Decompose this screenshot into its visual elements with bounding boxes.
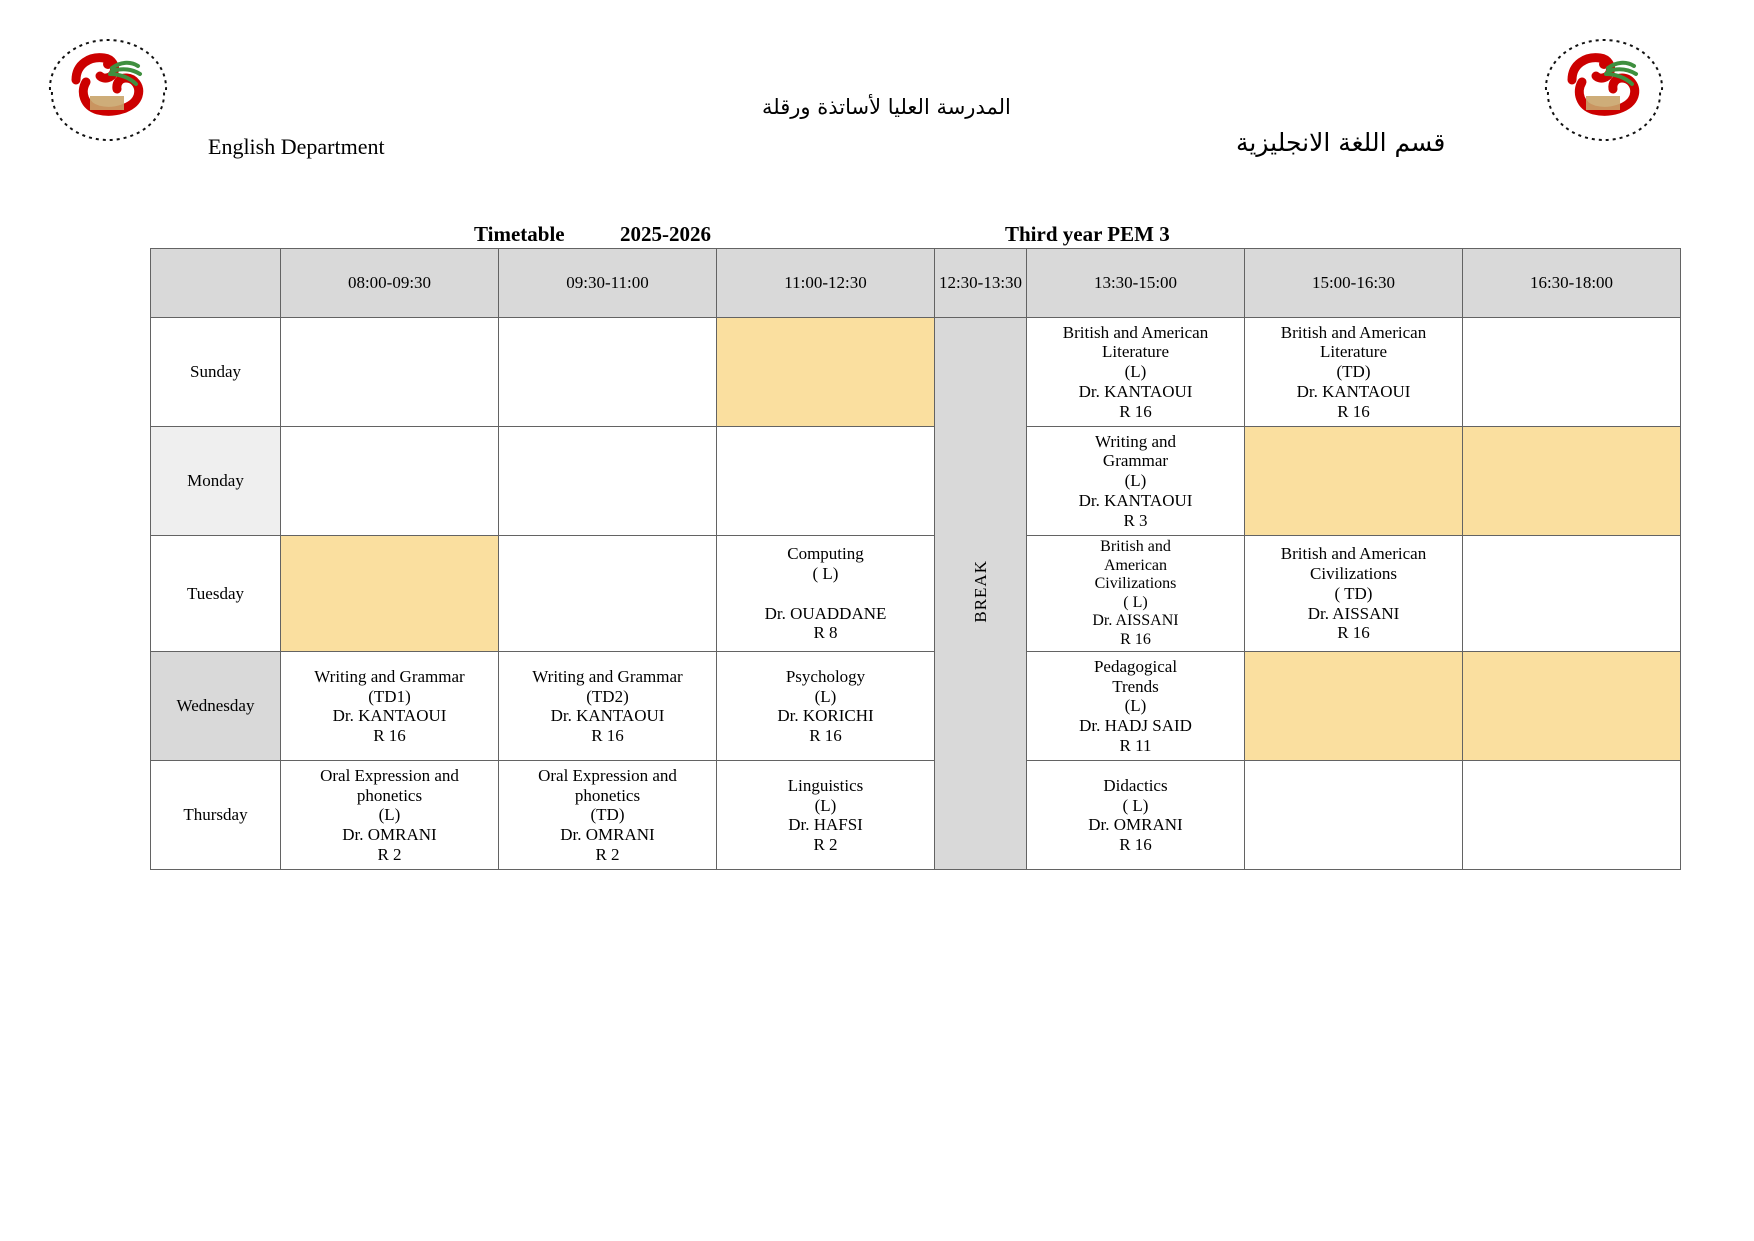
session-line: R 16 (1337, 623, 1370, 643)
session-cell[interactable] (281, 761, 499, 870)
session-line: (L) (1124, 362, 1147, 382)
session-cell[interactable] (717, 652, 935, 761)
session-line: Writing and (1095, 431, 1176, 451)
session-content (720, 667, 931, 746)
day-label-sunday: Sunday (151, 318, 281, 427)
session-cell[interactable] (1027, 427, 1245, 536)
day-label-monday: Monday (151, 427, 281, 536)
session-line: Literature (1319, 342, 1387, 362)
session-line: phonetics (356, 785, 423, 805)
session-line: Writing and Grammar (314, 666, 465, 686)
session-line: R 11 (1119, 735, 1152, 755)
empty-cell[interactable] (1463, 427, 1681, 536)
session-line: British and American (1062, 322, 1209, 342)
session-line: Dr. HAFSI (788, 815, 863, 835)
empty-cell[interactable] (1245, 427, 1463, 536)
session-line: (L) (814, 686, 837, 706)
session-cell[interactable] (1027, 536, 1245, 652)
empty-cell[interactable] (499, 536, 717, 652)
empty-cell[interactable] (1463, 652, 1681, 761)
session-content (1030, 432, 1241, 531)
session-line: Dr. OUADDANE (764, 603, 887, 623)
empty-cell[interactable] (717, 427, 935, 536)
break-label: BREAK (970, 559, 990, 623)
session-line: Civilizations (1094, 575, 1177, 593)
session-line: Civilizations (1310, 564, 1397, 584)
academic-year: 2025-2026 (620, 222, 711, 246)
session-line: ( L) (1123, 593, 1148, 611)
session-content (720, 544, 931, 643)
session-line: American (1103, 556, 1168, 574)
session-line: Writing and Grammar (532, 666, 683, 686)
session-line: Dr. KORICHI (777, 706, 874, 726)
empty-cell[interactable] (499, 318, 717, 427)
timetable (150, 248, 1681, 870)
session-cell[interactable] (1027, 761, 1245, 870)
session-line: Literature (1101, 342, 1169, 362)
session-line: Dr. KANTAOUI (1078, 381, 1193, 401)
day-label-thursday: Thursday (151, 761, 281, 870)
session-line: Computing (787, 544, 864, 564)
session-line: Dr. KANTAOUI (1296, 381, 1411, 401)
session-line: British and American (1280, 544, 1427, 564)
timetable-row (151, 427, 1681, 536)
session-line: (TD) (590, 805, 625, 825)
session-cell[interactable] (1027, 652, 1245, 761)
header-corner-cell (151, 249, 281, 318)
session-line: R 16 (1337, 401, 1370, 421)
timetable-container (150, 248, 1681, 870)
session-line: R 3 (1123, 510, 1148, 530)
time-slot-header-6: 15:00-16:30 (1245, 249, 1463, 318)
session-line: Dr. OMRANI (342, 825, 437, 845)
time-slot-header-3: 11:00-12:30 (717, 249, 935, 318)
session-line: Dr. HADJ SAID (1079, 716, 1192, 736)
school-name-ar: المدرسة العليا لأساتذة ورقلة (762, 95, 1011, 119)
session-line: Dr. KANTAOUI (332, 706, 447, 726)
empty-cell[interactable] (1245, 761, 1463, 870)
empty-cell[interactable] (1463, 761, 1681, 870)
session-line: (L) (1124, 696, 1147, 716)
session-line: R 16 (1119, 401, 1152, 421)
session-content (284, 667, 495, 746)
empty-cell[interactable] (499, 427, 717, 536)
time-slot-header-5: 13:30-15:00 (1027, 249, 1245, 318)
school-crest-logo-left (42, 34, 174, 146)
session-content (1248, 323, 1459, 422)
timetable-body (151, 318, 1681, 870)
school-crest-logo-right (1538, 34, 1670, 146)
empty-cell[interactable] (1463, 318, 1681, 427)
session-content (1030, 538, 1241, 649)
session-content (1030, 323, 1241, 422)
session-line: Didactics (1103, 775, 1168, 795)
session-line (720, 584, 931, 604)
session-content (502, 667, 713, 746)
session-line: R 16 (591, 726, 624, 745)
session-line: R 2 (377, 844, 402, 864)
session-content (720, 776, 931, 855)
session-line: (L) (378, 805, 401, 825)
session-content (1248, 544, 1459, 643)
session-line: Linguistics (787, 775, 864, 795)
empty-cell[interactable] (1245, 652, 1463, 761)
timetable-row (151, 318, 1681, 427)
session-cell[interactable] (1245, 536, 1463, 652)
time-slot-header-7: 16:30-18:00 (1463, 249, 1681, 318)
session-cell[interactable] (281, 652, 499, 761)
session-line: ( TD) (1334, 583, 1373, 603)
session-line: Trends (1112, 676, 1159, 696)
session-line: ( L) (1122, 795, 1149, 815)
session-line: R 2 (595, 844, 620, 864)
session-cell[interactable] (499, 652, 717, 761)
empty-cell[interactable] (717, 318, 935, 427)
day-label-wednesday: Wednesday (151, 652, 281, 761)
session-line: Dr. KANTAOUI (1078, 490, 1193, 510)
session-line: (L) (1124, 471, 1147, 491)
session-line: Pedagogical (1093, 656, 1178, 676)
time-slot-header-4: 12:30-13:30 (935, 249, 1027, 318)
department-label-ar: قسم اللغة الانجليزية (1236, 128, 1446, 157)
session-cell[interactable] (717, 536, 935, 652)
session-line: Dr. AISSANI (1307, 603, 1400, 623)
empty-cell[interactable] (281, 427, 499, 536)
session-line: British and American (1280, 322, 1427, 342)
session-line: R 8 (813, 623, 838, 643)
session-line: British and (1100, 538, 1171, 555)
session-line: ( L) (812, 564, 839, 584)
timetable-label: Timetable (474, 222, 565, 246)
timetable-header-row (151, 249, 1681, 318)
session-line: Dr. KANTAOUI (550, 706, 665, 726)
session-line: (TD1) (368, 686, 411, 706)
group-label: Third year PEM 3 (1005, 222, 1170, 246)
session-content (502, 766, 713, 865)
session-line: phonetics (574, 785, 641, 805)
session-line: R 16 (1120, 630, 1151, 648)
session-line: (TD) (1336, 362, 1371, 382)
session-line: R 16 (809, 726, 842, 745)
page-header (0, 0, 1754, 160)
session-content (284, 766, 495, 865)
department-label-en: English Department (208, 134, 385, 159)
session-line: (TD2) (586, 686, 629, 706)
session-content (1030, 776, 1241, 855)
empty-cell[interactable] (1463, 536, 1681, 652)
session-line: (L) (814, 795, 837, 815)
session-line: Psychology (785, 666, 866, 686)
session-line: Dr. AISSANI (1092, 612, 1179, 630)
break-column (935, 318, 1027, 870)
time-slot-header-1: 08:00-09:30 (281, 249, 499, 318)
time-slot-header-2: 09:30-11:00 (499, 249, 717, 318)
session-line: R 16 (1119, 835, 1152, 854)
day-label-tuesday: Tuesday (151, 536, 281, 652)
timetable-row (151, 761, 1681, 870)
session-line: R 2 (813, 835, 838, 854)
session-cell[interactable] (717, 761, 935, 870)
session-line: R 16 (373, 726, 406, 745)
empty-cell[interactable] (281, 318, 499, 427)
session-line: Dr. OMRANI (1088, 815, 1183, 835)
session-line: Dr. OMRANI (560, 825, 655, 845)
session-line: Grammar (1102, 451, 1169, 471)
session-cell[interactable] (1245, 318, 1463, 427)
timetable-row (151, 652, 1681, 761)
session-cell[interactable] (1027, 318, 1245, 427)
session-line: Oral Expression and (538, 765, 677, 785)
session-content (1030, 657, 1241, 756)
empty-cell[interactable] (281, 536, 499, 652)
timetable-row (151, 536, 1681, 652)
session-cell[interactable] (499, 761, 717, 870)
session-line: Oral Expression and (320, 765, 459, 785)
